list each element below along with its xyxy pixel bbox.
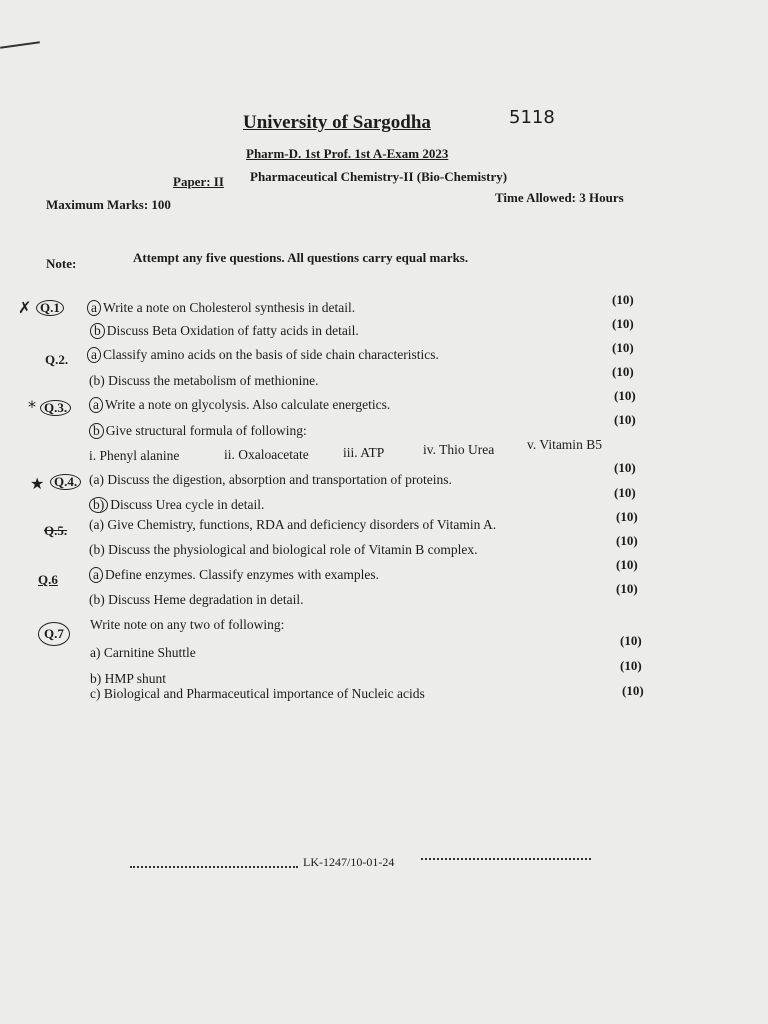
question-4b: b) Discuss Urea cycle in detail.	[89, 497, 264, 513]
max-marks: Maximum Marks: 100	[46, 197, 171, 212]
marks-1a: (10)	[612, 292, 634, 307]
question-5b: (b) Discuss the physiological and biological role of Vitamin B complex.	[89, 542, 478, 557]
marks-5a: (10)	[616, 509, 638, 524]
marks-2b: (10)	[612, 364, 634, 379]
pen-mark	[0, 41, 40, 49]
question-2a: a Classify amino acids on the basis of side chain characteristics.	[87, 347, 439, 363]
time-allowed: Time Allowed: 3 Hours	[495, 190, 624, 205]
formula-item: iv. Thio Urea	[423, 442, 495, 457]
question-number-6: Q.6	[38, 572, 58, 587]
question-number-4: Q.4.	[50, 474, 83, 490]
q7-item: b) HMP shunt	[90, 671, 167, 686]
marks-7c: (10)	[622, 683, 644, 698]
question-1a: a Write a note on Cholesterol synthesis in detail.	[87, 300, 355, 316]
marks-6b: (10)	[616, 581, 638, 596]
note-label: Note:	[46, 256, 77, 271]
formula-item: i. Phenyl alanine	[89, 448, 180, 463]
paper-label: Paper: II	[173, 174, 224, 189]
footer-dash-left	[130, 866, 298, 868]
question-3a: a Write a note on glycolysis. Also calculate energetics.	[89, 397, 390, 413]
question-5a: (a) Give Chemistry, functions, RDA and deficiency disorders of Vitamin A.	[89, 517, 497, 532]
q7-item: c) Biological and Pharmaceutical importance of Nucleic acids	[90, 686, 425, 701]
formula-item: ii. Oxaloacetate	[224, 447, 309, 462]
marks-2a: (10)	[612, 340, 634, 355]
star-mark: ✗	[18, 298, 32, 317]
question-4a: (a) Discuss the digestion, absorption and transportation of proteins.	[89, 472, 452, 487]
question-2b: (b) Discuss the metabolism of methionine.	[89, 373, 319, 388]
paper-title-text: Pharmaceutical Chemistry-II (Bio-Chemistry)	[250, 169, 508, 184]
formula-item: v. Vitamin B5	[527, 437, 602, 452]
question-1b: b Discuss Beta Oxidation of fatty acids in detail.	[90, 323, 359, 339]
question-number-7: Q.7	[38, 622, 72, 646]
marks-7a: (10)	[620, 633, 642, 648]
note-text: Attempt any five questions. All questions carry equal marks.	[133, 250, 469, 265]
footer-dash-right	[421, 858, 591, 860]
exam-title: Pharm-D. 1st Prof. 1st A-Exam 2023	[246, 146, 449, 161]
star-mark: *	[28, 397, 36, 416]
marks-3a: (10)	[614, 388, 636, 403]
star-mark: ★	[30, 474, 45, 493]
handwritten-code: 5118	[509, 107, 555, 128]
question-number-3: Q.3.	[40, 400, 73, 416]
question-number-2: Q.2.	[45, 352, 69, 367]
marks-7b: (10)	[620, 658, 642, 673]
marks-6a: (10)	[616, 557, 638, 572]
question-number-1: Q.1	[36, 300, 66, 316]
university-title: University of Sargodha	[243, 112, 431, 133]
question-number-5: Q.5.	[44, 523, 68, 538]
question-7: Write note on any two of following:	[90, 617, 285, 632]
formula-item: iii. ATP	[343, 445, 385, 460]
marks-4a: (10)	[614, 460, 636, 475]
marks-5b: (10)	[616, 533, 638, 548]
marks-4b: (10)	[614, 485, 636, 500]
question-6a: a Define enzymes. Classify enzymes with examples.	[89, 567, 379, 583]
marks-3b: (10)	[614, 412, 636, 427]
marks-1b: (10)	[612, 316, 634, 331]
footer-code: LK-1247/10-01-24	[303, 855, 395, 869]
q7-item: a) Carnitine Shuttle	[90, 645, 196, 660]
paper-title	[250, 169, 507, 185]
question-3b: b Give structural formula of following:	[89, 423, 307, 439]
question-6b: (b) Discuss Heme degradation in detail.	[89, 592, 304, 607]
